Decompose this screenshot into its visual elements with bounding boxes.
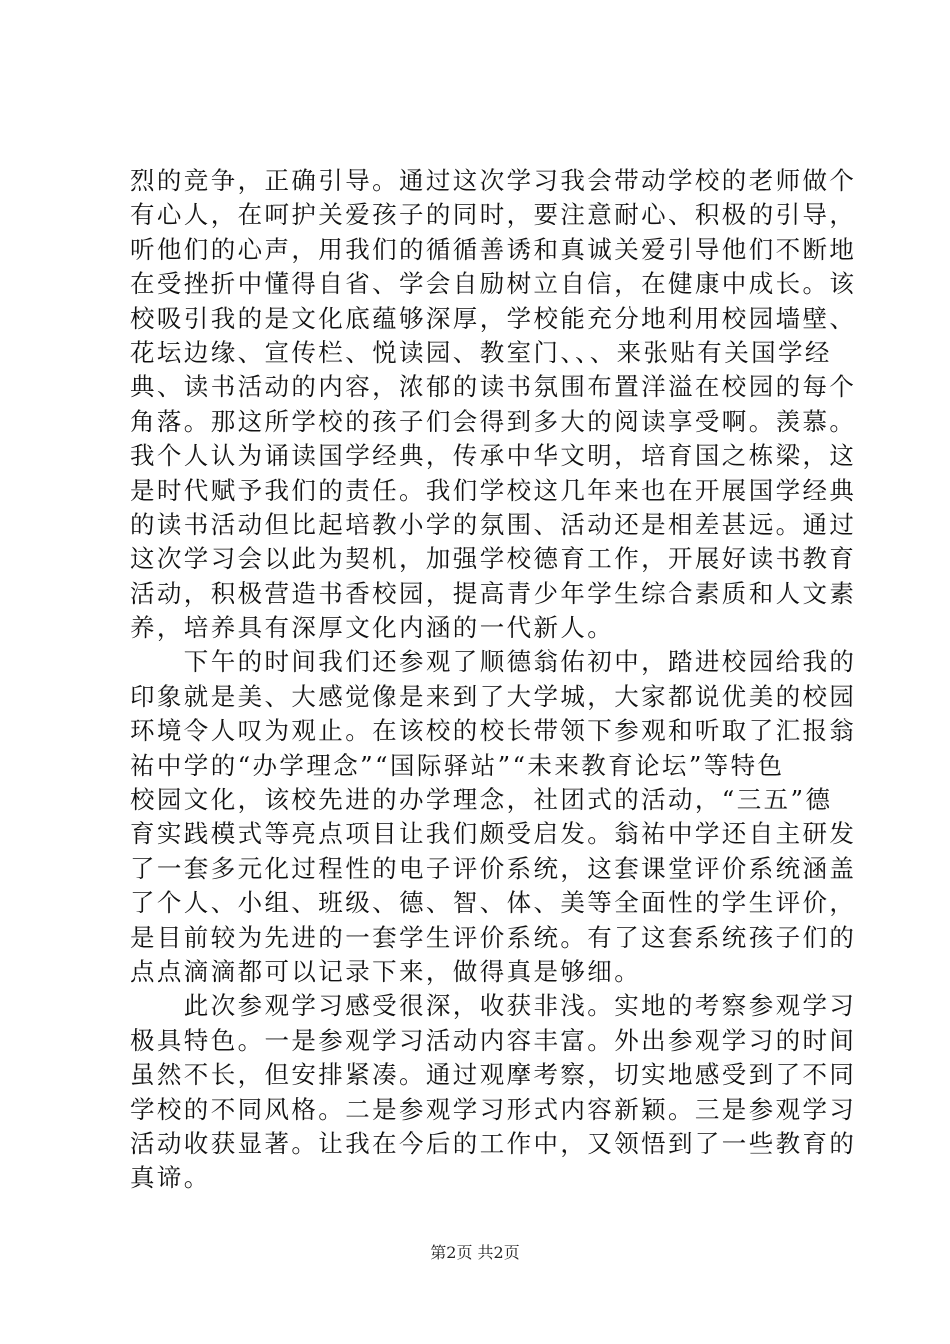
- text-line: 学校的不同风格。二是参观学习形式内容新颖。三是参观学习: [130, 1094, 857, 1124]
- text-line: 虽然不长，但安排紧凑。通过观摩考察，切实地感受到了不同: [130, 1060, 857, 1090]
- text-line: 活动，积极营造书香校园，提高青少年学生综合素质和人文素: [130, 578, 857, 608]
- text-line: 典、读书活动的内容，浓郁的读书氛围布置洋溢在校园的每个: [130, 372, 857, 402]
- page-footer: [0, 1243, 950, 1263]
- text-line: 真谛。: [130, 1163, 211, 1193]
- text-line: 花坛边缘、宣传栏、悦读园、教室门、、、来张贴有关国学经: [130, 337, 832, 367]
- text-line: 的读书活动但比起培教小学的氛围、活动还是相差甚远。通过: [130, 509, 857, 539]
- paragraph-start-line: 此次参观学习感受很深，收获非浅。实地的考察参观学习: [130, 991, 857, 1021]
- text-line: 极具特色。一是参观学习活动内容丰富。外出参观学习的时间: [130, 1025, 857, 1055]
- document-body: [130, 164, 857, 1196]
- page-number: 第2页 共2页: [430, 1243, 520, 1262]
- text-line: 校吸引我的是文化底蕴够深厚，学校能充分地利用校园墙壁、: [130, 303, 857, 333]
- paragraph-start-line: 下午的时间我们还参观了顺德翁佑初中，踏进校园给我的: [130, 647, 857, 677]
- text-line: 烈的竞争，正确引导。通过这次学习我会带动学校的老师做个: [130, 166, 857, 195]
- text-line: 养，培养具有深厚文化内涵的一代新人。: [130, 613, 615, 643]
- text-line: 这次学习会以此为契机，加强学校德育工作，开展好读书教育: [130, 544, 857, 574]
- text-line: 了一套多元化过程性的电子评价系统，这套课堂评价系统涵盖: [130, 853, 857, 883]
- text-line: 点点滴滴都可以记录下来，做得真是够细。: [130, 956, 642, 986]
- text-line: 在受挫折中懂得自省、学会自励树立自信，在健康中成长。该: [130, 269, 857, 299]
- text-line: 是时代赋予我们的责任。我们学校这几年来也在开展国学经典: [130, 475, 857, 505]
- text-line: 育实践模式等亮点项目让我们颇受启发。翁祐中学还自主研发: [130, 819, 857, 849]
- text-line: 校园文化，该校先进的办学理念，社团式的活动，“三五”德: [130, 785, 833, 815]
- text-line: 角落。那这所学校的孩子们会得到多大的阅读享受啊。羡慕。: [130, 406, 857, 436]
- text-line: 印象就是美、大感觉像是来到了大学城，大家都说优美的校园: [130, 681, 857, 711]
- text-line: 活动收获显著。让我在今后的工作中，又领悟到了一些教育的: [130, 1128, 857, 1158]
- text-line: 我个人认为诵读国学经典，传承中华文明，培育国之栋梁，这: [130, 441, 857, 471]
- text-line: 是目前较为先进的一套学生评价系统。有了这套系统孩子们的: [130, 922, 857, 952]
- text-line: 听他们的心声，用我们的循循善诱和真诚关爱引导他们不断地: [130, 234, 857, 264]
- text-line: 祐中学的“办学理念”“国际驿站”“未来教育论坛”等特色: [130, 750, 785, 780]
- text-line: 环境令人叹为观止。在该校的校长带领下参观和听取了汇报翁: [130, 716, 857, 746]
- text-line: 了个人、小组、班级、德、智、体、美等全面性的学生评价，: [130, 888, 857, 918]
- text-line: 有心人，在呵护关爱孩子的同时，要注意耐心、积极的引导，: [130, 200, 857, 230]
